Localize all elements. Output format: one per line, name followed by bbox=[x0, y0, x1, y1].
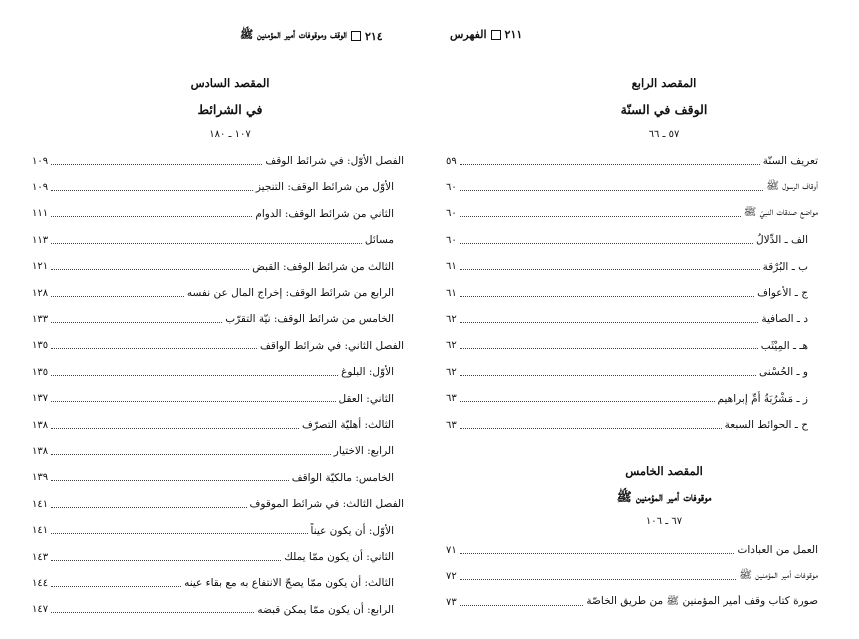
toc-entry-page: ٦٠ bbox=[446, 208, 457, 220]
dot-leader bbox=[51, 480, 289, 481]
dot-leader bbox=[460, 553, 735, 554]
toc-entry bbox=[446, 259, 808, 275]
dot-leader bbox=[460, 375, 756, 376]
toc-entry-page: ١١٣ bbox=[32, 234, 49, 246]
dot-leader bbox=[460, 579, 737, 580]
section-page-range: ٥٧ ـ ٦٦ bbox=[648, 129, 680, 140]
toc-entry bbox=[446, 568, 818, 584]
toc-entry bbox=[32, 575, 394, 591]
toc-entry-title: ز ـ مَشْرُبَةُ أُمِّ إبراهيم bbox=[717, 392, 808, 405]
toc-entry-title: أوقاف الرسول ﷺ bbox=[766, 179, 818, 192]
toc-entry-page: ١٠٩ bbox=[32, 181, 49, 193]
toc-entry-title: و ـ الحُسْنى bbox=[758, 366, 808, 379]
toc-entry-title: مواضع صدقات النبيّ ﷺ bbox=[743, 206, 818, 219]
toc-entry-page: ٦٠ bbox=[446, 181, 457, 193]
toc-entry bbox=[446, 542, 818, 558]
toc-entry-title: الأوّل: أن يكون عيناً bbox=[310, 524, 394, 537]
toc-entry bbox=[32, 364, 394, 380]
dot-leader bbox=[460, 164, 760, 165]
toc-entry-page: ١٢١ bbox=[32, 261, 49, 273]
section-title: المقصد الخامس bbox=[625, 464, 703, 478]
toc-entry-title: الرابع من شرائط الوقف: إخراج المال عن نفسه bbox=[186, 287, 394, 299]
toc-entry-page: ١٣٨ bbox=[32, 419, 49, 431]
dot-leader bbox=[51, 454, 331, 455]
dot-leader bbox=[51, 190, 253, 191]
toc-entry-page: ٦١ bbox=[446, 287, 457, 299]
dot-leader bbox=[51, 375, 338, 376]
toc-entry bbox=[32, 549, 394, 565]
toc-entry-page: ١٠٩ bbox=[32, 155, 49, 167]
toc-entry bbox=[32, 496, 404, 512]
toc-entry bbox=[446, 179, 818, 195]
dot-leader bbox=[51, 428, 299, 429]
toc-entry bbox=[32, 206, 394, 222]
toc-entry-title: تعريف السنّة bbox=[762, 155, 818, 167]
dot-leader bbox=[51, 507, 246, 508]
dot-leader bbox=[51, 560, 281, 561]
toc-entry-page: ٦٢ bbox=[446, 313, 457, 325]
toc-entry bbox=[446, 285, 808, 301]
right-header-number: ٢١١ bbox=[504, 28, 523, 41]
toc-entry-title: الفصل الثاني: في شرائط الواقف bbox=[259, 339, 404, 352]
toc-entry-title: الثاني: أن يكون ممّا يملك bbox=[284, 551, 394, 563]
dot-leader bbox=[51, 348, 257, 349]
dot-leader bbox=[460, 190, 764, 191]
toc-entry-title: الأوّل: البلوغ bbox=[341, 366, 394, 379]
toc-entry-page: ١٤١ bbox=[32, 525, 49, 537]
toc-entry-page: ١٤١ bbox=[32, 498, 49, 510]
toc-entry bbox=[446, 206, 818, 222]
toc-entry-title: الخامس من شرائط الوقف: نيّة التقرّب bbox=[225, 313, 394, 326]
dot-leader bbox=[460, 243, 753, 244]
toc-entry-page: ١٤٣ bbox=[32, 551, 49, 563]
toc-entry bbox=[446, 364, 808, 380]
toc-entry bbox=[32, 232, 394, 248]
dot-leader bbox=[51, 612, 254, 613]
toc-entry-page: ٦٢ bbox=[446, 366, 457, 378]
dot-leader bbox=[460, 605, 584, 606]
toc-entry bbox=[446, 417, 808, 433]
toc-entry bbox=[446, 338, 808, 354]
toc-entry-title: الثالث: أهليّة التصرّف bbox=[301, 419, 394, 431]
toc-entry bbox=[32, 338, 404, 354]
toc-entry-title: الأوّل من شرائط الوقف: التنجيز bbox=[255, 181, 394, 194]
section-page-range: ١٠٧ ـ ١٨٠ bbox=[209, 129, 251, 140]
dot-leader bbox=[51, 164, 262, 165]
toc-entry-title: د ـ الصافية bbox=[761, 313, 808, 326]
dot-leader bbox=[460, 216, 741, 217]
square-icon bbox=[351, 31, 361, 41]
toc-entry-page: ١٤٤ bbox=[32, 577, 49, 589]
toc-entry-title: العمل من العبادات bbox=[737, 544, 818, 556]
dot-leader bbox=[51, 243, 362, 244]
toc-entry-page: ١٣٣ bbox=[32, 313, 49, 325]
toc-entry bbox=[32, 443, 394, 459]
section-subtitle: موقوفات أمير المؤمنين ﷺ bbox=[616, 489, 712, 504]
dot-leader bbox=[460, 401, 715, 402]
toc-entry-page: ٦٣ bbox=[446, 419, 457, 431]
toc-entry-page: ٧١ bbox=[446, 544, 457, 556]
toc-entry-title: الفصل الأوّل: في شرائط الوقف bbox=[265, 155, 404, 167]
right-header-title: الفهرس bbox=[450, 28, 487, 41]
toc-entry bbox=[446, 153, 818, 169]
toc-entry bbox=[32, 417, 394, 433]
toc-entry-title: ب ـ البُرْقة bbox=[762, 260, 808, 273]
dot-leader bbox=[460, 348, 758, 349]
toc-entry bbox=[32, 153, 404, 169]
toc-entry-page: ١٢٨ bbox=[32, 287, 49, 299]
dot-leader bbox=[460, 296, 754, 297]
toc-entry-title: ج ـ الأعواف bbox=[757, 287, 808, 299]
toc-entry-page: ١٣٧ bbox=[32, 393, 49, 405]
toc-entry-page: ١٣٥ bbox=[32, 366, 49, 378]
toc-entry-page: ٦٢ bbox=[446, 340, 457, 352]
toc-entry-page: ٧٢ bbox=[446, 570, 457, 582]
toc-entry-title: الرابع: الاختيار bbox=[333, 445, 394, 458]
toc-entry-title: الرابع: أن يكون ممّا يمكن قبضه bbox=[257, 603, 394, 616]
toc-entry-title: الفصل الثالث: في شرائط الموقوف bbox=[249, 498, 404, 511]
square-icon bbox=[491, 30, 501, 40]
toc-entry bbox=[32, 391, 394, 407]
dot-leader bbox=[51, 533, 307, 534]
toc-entry-title: موقوفات أمير المؤمنين ﷺ bbox=[739, 568, 818, 581]
section-page-range: ٦٧ ـ ١٠٦ bbox=[645, 516, 683, 527]
toc-entry bbox=[32, 523, 394, 539]
dot-leader bbox=[51, 401, 335, 402]
toc-entry bbox=[446, 595, 818, 611]
toc-entry bbox=[446, 391, 808, 407]
dot-leader bbox=[51, 586, 181, 587]
toc-entry-title: الثاني: العقل bbox=[338, 392, 394, 405]
toc-entry-page: ١٣٥ bbox=[32, 340, 49, 352]
toc-entry bbox=[32, 179, 394, 195]
toc-entry bbox=[32, 311, 394, 327]
right-page bbox=[430, 0, 859, 639]
toc-entry-title: الثالث: أن يكون ممّا يصحّ الانتفاع به مع بقاء عينه bbox=[184, 577, 394, 590]
toc-entry bbox=[446, 232, 808, 248]
toc-entry bbox=[32, 259, 394, 275]
toc-entry-title: مسائل bbox=[364, 234, 394, 247]
toc-entry bbox=[32, 470, 394, 486]
toc-entry bbox=[32, 602, 394, 618]
section-title: المقصد السادس bbox=[190, 76, 270, 90]
toc-entry-page: ١٣٨ bbox=[32, 445, 49, 457]
section-subtitle: الوقف في السنّة bbox=[620, 102, 708, 117]
dot-leader bbox=[51, 322, 222, 323]
toc-entry-title: الف ـ الدِّلالُ bbox=[756, 234, 808, 247]
toc-entry-page: ١٣٩ bbox=[32, 472, 49, 484]
section-title: المقصد الرابع bbox=[631, 76, 697, 90]
toc-entry-title: صورة كتاب وقف أمير المؤمنين ﷺ من طريق الخاصّة bbox=[586, 595, 818, 608]
toc-entry-title: الثالث من شرائط الوقف: القبض bbox=[252, 260, 394, 273]
toc-entry-title: الخامس: مالكيّة الواقف bbox=[291, 471, 394, 484]
toc-entry-page: ٥٩ bbox=[446, 155, 457, 167]
dot-leader bbox=[460, 322, 759, 323]
left-header-number: ٢١٤ bbox=[364, 29, 383, 43]
right-running-header bbox=[450, 28, 522, 41]
section-subtitle: في الشرائط bbox=[197, 102, 263, 117]
left-header-title: الوقف وموقوفات أمير المؤمنين ﷺ bbox=[240, 28, 347, 41]
toc-entry bbox=[32, 285, 394, 301]
toc-entry-page: ٦٣ bbox=[446, 393, 457, 405]
toc-entry-title: الثاني من شرائط الوقف: الدوام bbox=[255, 207, 394, 220]
dot-leader bbox=[51, 216, 252, 217]
toc-entry-title: هـ ـ المِيْثَب bbox=[760, 339, 808, 352]
toc-entry-title: ح ـ الحوائط السبعة bbox=[724, 419, 808, 431]
toc-entry-page: ٧٣ bbox=[446, 597, 457, 609]
toc-entry bbox=[446, 311, 808, 327]
dot-leader bbox=[460, 428, 722, 429]
toc-entry-page: ١٤٧ bbox=[32, 604, 49, 616]
dot-leader bbox=[460, 269, 760, 270]
toc-entry-page: ٦١ bbox=[446, 261, 457, 273]
toc-entry-page: ٦٠ bbox=[446, 234, 457, 246]
left-running-header bbox=[240, 28, 383, 44]
dot-leader bbox=[51, 269, 249, 270]
dot-leader bbox=[51, 296, 184, 297]
toc-entry-page: ١١١ bbox=[32, 208, 49, 220]
